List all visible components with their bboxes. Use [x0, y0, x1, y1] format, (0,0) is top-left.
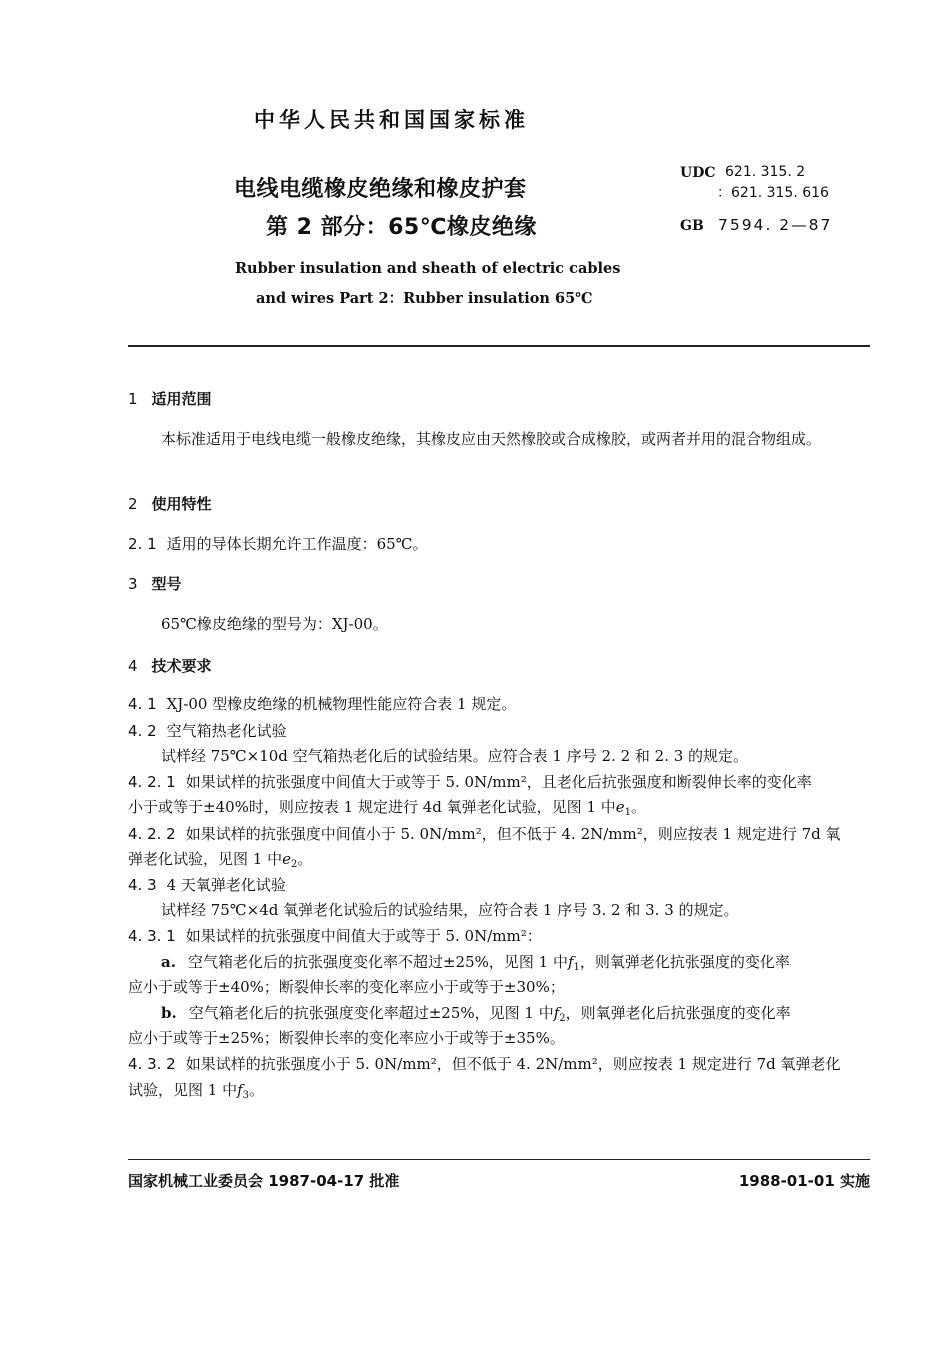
gb-label: GB	[680, 218, 704, 234]
section-2-heading	[128, 493, 212, 515]
clause-title: 空气箱热老化试验	[166, 722, 287, 740]
section-number: 1	[128, 390, 138, 408]
clause-4-2-body: 试样经 75℃×10d 空气箱热老化后的试验结果。应符合表 1 序号 2. 2 和 2. 3 的规定。	[161, 747, 749, 765]
clause-4-2-heading	[128, 720, 287, 742]
section-4-heading	[128, 655, 212, 677]
clause-4-3-1	[128, 925, 542, 947]
section-title: 使用特性	[151, 495, 212, 513]
section-number: 4	[128, 657, 138, 675]
item-b-line2: 应小于或等于±25%；断裂伸长率的变化率应小于或等于±35%。	[128, 1029, 565, 1047]
clause-number: 4. 2. 2	[128, 825, 176, 843]
clause-4-3-body: 试样经 75℃×4d 氧弹老化试验后的试验结果，应符合表 1 序号 3. 2 和 3. 3 的规定。	[161, 901, 739, 919]
clause-4-3-heading	[128, 874, 286, 896]
footer-rule	[128, 1159, 870, 1160]
clause-text: 试验，见图 1 中	[128, 1081, 238, 1099]
clause-4-2-2-line1	[128, 823, 841, 845]
section-number: 3	[128, 575, 138, 593]
item-text: ，则氧弹老化抗张强度的变化率	[579, 953, 790, 971]
section-3-body: 65℃橡皮绝缘的型号为：XJ-00。	[161, 615, 388, 633]
clause-text: 如果试样的抗张强度中间值大于或等于 5. 0N/mm²，且老化后抗张强度和断裂伸长率的变化率	[185, 773, 812, 791]
clause-number: 4. 1	[128, 695, 157, 713]
clause-number: 4. 3. 1	[128, 927, 176, 945]
udc-label: UDC	[680, 165, 716, 181]
section-title: 技术要求	[151, 657, 212, 675]
clause-text: XJ-00 型橡皮绝缘的机械物理性能应符合表 1 规定。	[166, 695, 517, 713]
symbol-subscript: 1	[573, 962, 580, 973]
clause-text: 如果试样的抗张强度中间值大于或等于 5. 0N/mm²：	[185, 927, 542, 945]
clause-4-3-2-line1	[128, 1053, 841, 1075]
effective-date: 1988-01-01 实施	[738, 1172, 870, 1190]
gb-number: 7594. 2—87	[718, 216, 833, 234]
clause-text: 适用的导体长期允许工作温度：65℃。	[166, 535, 428, 553]
symbol-f: f	[553, 1004, 560, 1022]
section-number: 2	[128, 495, 138, 513]
approval-text: 国家机械工业委员会 1987-04-17 批准	[128, 1172, 400, 1190]
item-text: 空气箱老化后的抗张强度变化率不超过±25%，见图 1 中	[187, 953, 568, 971]
clause-end: 。	[249, 1081, 265, 1099]
title-en-line1: Rubber insulation and sheath of electric cables	[235, 260, 621, 277]
section-1-body: 本标准适用于电线电缆一般橡皮绝缘，其橡皮应由天然橡胶或合成橡胶，或两者并用的混合物组成。	[161, 430, 822, 448]
clause-4-3-2-line2	[128, 1079, 264, 1107]
clause-text: 小于或等于±40%时，则应按表 1 规定进行 4d 氧弹老化试验，见图 1 中	[128, 798, 616, 816]
udc-code-2: ：621. 315. 616	[717, 185, 829, 201]
clause-number: 4. 2	[128, 722, 157, 740]
title-cn-line1: 电线电缆橡皮绝缘和橡皮护套	[234, 177, 527, 202]
section-title: 适用范围	[151, 390, 212, 408]
clause-text: 弹老化试验，见图 1 中	[128, 850, 283, 868]
symbol-subscript: 2	[290, 859, 298, 870]
clause-number: 4. 2. 1	[128, 773, 176, 791]
clause-4-2-1-line1	[128, 771, 812, 793]
udc-code-1: 621. 315. 2	[725, 164, 806, 180]
clause-end: 。	[631, 798, 647, 816]
symbol-e: e	[615, 798, 625, 816]
clause-number: 4. 3	[128, 876, 157, 894]
symbol-subscript: 2	[559, 1013, 566, 1024]
clause-text: 如果试样的抗张强度中间值小于 5. 0N/mm²，但不低于 4. 2N/mm²，则应按表 1 规定进行 7d 氧	[185, 825, 841, 843]
clause-number: 4. 3. 2	[128, 1055, 176, 1073]
section-3-heading	[128, 573, 182, 595]
symbol-e: e	[282, 850, 291, 868]
symbol-f: f	[567, 953, 574, 971]
symbol-subscript: 3	[242, 1090, 250, 1101]
item-label: b.	[161, 1004, 177, 1022]
section-1-heading	[128, 388, 212, 410]
clause-title: 4 天氧弹老化试验	[166, 876, 286, 894]
clause-end: 。	[297, 850, 313, 868]
clause-number: 2. 1	[128, 535, 157, 553]
national-standard-heading: 中华人民共和国国家标准	[254, 108, 529, 132]
item-text: ，则氧弹老化后抗张强度的变化率	[565, 1004, 791, 1022]
symbol-f: f	[237, 1081, 243, 1099]
item-b-line1	[161, 1002, 791, 1030]
item-text: 空气箱老化后的抗张强度变化率超过±25%，见图 1 中	[188, 1004, 554, 1022]
item-a-line1	[161, 951, 790, 979]
header-rule	[128, 345, 870, 347]
clause-4-2-2-line2	[128, 848, 312, 876]
clause-4-1	[128, 693, 516, 715]
item-a-line2: 应小于或等于±40%；断裂伸长率的变化率应小于或等于±30%；	[128, 978, 565, 996]
clause-text: 如果试样的抗张强度小于 5. 0N/mm²，但不低于 4. 2N/mm²，则应按表 1 规定进行 7d 氧弹老化	[185, 1055, 841, 1073]
clause-2-1	[128, 533, 428, 555]
symbol-subscript: 1	[624, 807, 632, 818]
item-label: a.	[161, 953, 176, 971]
title-cn-line2: 第 2 部分：65℃橡皮绝缘	[266, 215, 537, 240]
section-title: 型号	[151, 575, 182, 593]
clause-4-2-1-line2	[128, 796, 646, 824]
title-en-line2: and wires Part 2：Rubber insulation 65℃	[256, 290, 593, 307]
